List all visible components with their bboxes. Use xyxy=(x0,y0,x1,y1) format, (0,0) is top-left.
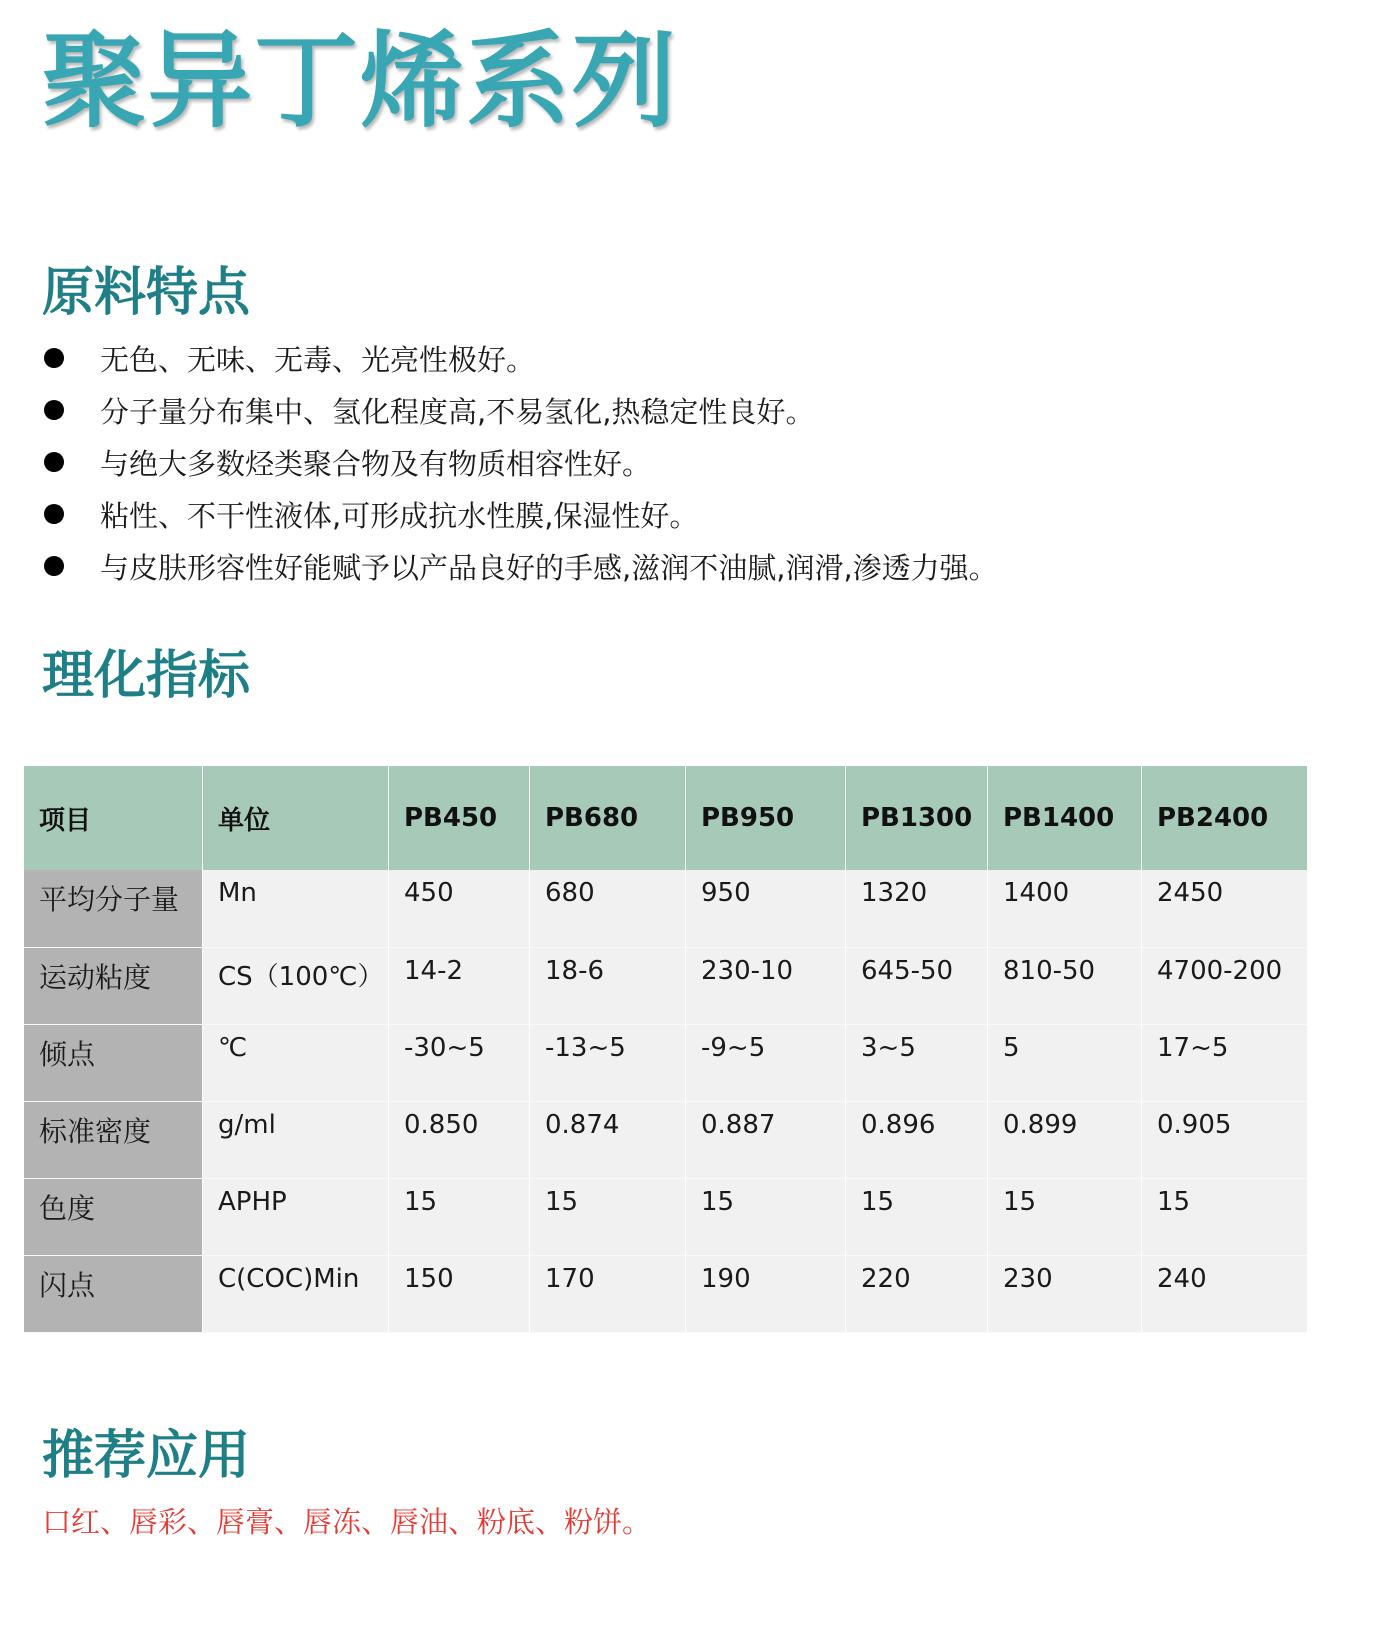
table-row xyxy=(24,1024,1307,1101)
bullet-icon xyxy=(44,452,64,472)
table-cell: CS（100℃） xyxy=(203,947,389,1024)
bullet-icon xyxy=(44,348,64,368)
table-row xyxy=(24,1101,1307,1178)
table-cell: 220 xyxy=(846,1255,988,1332)
table-cell: 15 xyxy=(530,1178,686,1255)
feature-item xyxy=(40,436,1360,488)
table-cell: ℃ xyxy=(203,1024,389,1101)
table-cell: 0.905 xyxy=(1142,1101,1307,1178)
table-cell: 645-50 xyxy=(846,947,988,1024)
table-cell: 14-2 xyxy=(389,947,530,1024)
table-cell: 190 xyxy=(686,1255,846,1332)
column-header: PB1300 xyxy=(846,766,988,870)
table-cell: 1320 xyxy=(846,870,988,947)
applications-heading: 推荐应用 xyxy=(42,1426,251,1486)
table-cell: 150 xyxy=(389,1255,530,1332)
spec-table xyxy=(23,766,1307,1333)
table-cell: 680 xyxy=(530,870,686,947)
table-cell: 0.899 xyxy=(988,1101,1142,1178)
column-header: PB1400 xyxy=(988,766,1142,870)
table-cell: 240 xyxy=(1142,1255,1307,1332)
table-cell: 5 xyxy=(988,1024,1142,1101)
table-cell: 3~5 xyxy=(846,1024,988,1101)
specs-heading: 理化指标 xyxy=(42,646,251,706)
table-cell: 15 xyxy=(686,1178,846,1255)
row-label: 运动粘度 xyxy=(24,947,203,1024)
row-label: 闪点 xyxy=(24,1255,203,1332)
table-cell: 17~5 xyxy=(1142,1024,1307,1101)
bullet-icon xyxy=(44,556,64,576)
features-list xyxy=(40,332,1360,592)
column-header: 单位 xyxy=(203,766,389,870)
table-cell: 15 xyxy=(389,1178,530,1255)
bullet-icon xyxy=(44,400,64,420)
table-row xyxy=(24,947,1307,1024)
table-cell: -13~5 xyxy=(530,1024,686,1101)
table-cell: 230 xyxy=(988,1255,1142,1332)
table-cell: 0.874 xyxy=(530,1101,686,1178)
page-title: 聚异丁烯系列 xyxy=(42,20,679,142)
table-cell: 950 xyxy=(686,870,846,947)
feature-item xyxy=(40,540,1360,592)
table-row xyxy=(24,870,1307,947)
table-cell: -9~5 xyxy=(686,1024,846,1101)
table-cell: 450 xyxy=(389,870,530,947)
column-header: PB950 xyxy=(686,766,846,870)
row-label: 标准密度 xyxy=(24,1101,203,1178)
table-cell: g/ml xyxy=(203,1101,389,1178)
table-cell: 230-10 xyxy=(686,947,846,1024)
feature-text: 粘性、不干性液体,可形成抗水性膜,保湿性好。 xyxy=(100,498,699,533)
column-header: PB680 xyxy=(530,766,686,870)
table-row xyxy=(24,1178,1307,1255)
table-header-row xyxy=(24,766,1307,870)
column-header: PB450 xyxy=(389,766,530,870)
table-row xyxy=(24,1255,1307,1332)
table-cell: 810-50 xyxy=(988,947,1142,1024)
table-cell: APHP xyxy=(203,1178,389,1255)
table-cell: -30~5 xyxy=(389,1024,530,1101)
table-cell: 1400 xyxy=(988,870,1142,947)
feature-text: 分子量分布集中、氢化程度高,不易氢化,热稳定性良好。 xyxy=(100,394,815,429)
table-cell: 15 xyxy=(846,1178,988,1255)
applications-text: 口红、唇彩、唇膏、唇冻、唇油、粉底、粉饼。 xyxy=(42,1505,652,1539)
column-header: 项目 xyxy=(24,766,203,870)
table-cell: 15 xyxy=(1142,1178,1307,1255)
row-label: 倾点 xyxy=(24,1024,203,1101)
features-heading: 原料特点 xyxy=(42,263,251,323)
feature-text: 无色、无味、无毒、光亮性极好。 xyxy=(100,342,536,377)
table-cell: Mn xyxy=(203,870,389,947)
column-header: PB2400 xyxy=(1142,766,1307,870)
table-cell: 18-6 xyxy=(530,947,686,1024)
table-cell: C(COC)Min xyxy=(203,1255,389,1332)
table-cell: 2450 xyxy=(1142,870,1307,947)
feature-item xyxy=(40,488,1360,540)
table-cell: 0.887 xyxy=(686,1101,846,1178)
feature-text: 与皮肤形容性好能赋予以产品良好的手感,滋润不油腻,润滑,渗透力强。 xyxy=(100,550,998,585)
row-label: 色度 xyxy=(24,1178,203,1255)
row-label: 平均分子量 xyxy=(24,870,203,947)
feature-item xyxy=(40,384,1360,436)
table-cell: 0.850 xyxy=(389,1101,530,1178)
feature-item xyxy=(40,332,1360,384)
table-cell: 4700-200 xyxy=(1142,947,1307,1024)
table-cell: 0.896 xyxy=(846,1101,988,1178)
table-cell: 15 xyxy=(988,1178,1142,1255)
feature-text: 与绝大多数烃类聚合物及有物质相容性好。 xyxy=(100,446,652,481)
table-cell: 170 xyxy=(530,1255,686,1332)
bullet-icon xyxy=(44,504,64,524)
